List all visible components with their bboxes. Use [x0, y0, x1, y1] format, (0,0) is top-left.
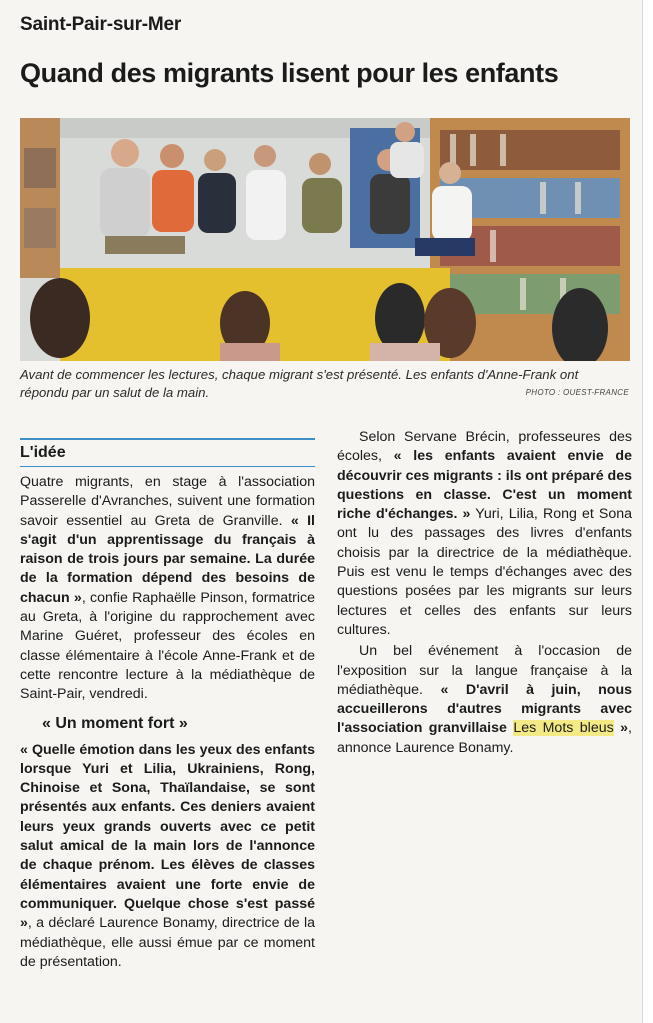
- paragraph-emotion: [20, 741, 315, 973]
- paragraph-professeure: [337, 428, 632, 640]
- paragraph-emotion-text: , a déclaré Laurence Bonamy, directrice de la médiathèque, elle aussi émue par ce moment de présentation.: [20, 915, 315, 970]
- article-photo: [20, 118, 630, 361]
- article-column-right: [337, 428, 632, 760]
- quote-directrice: « Quelle émotion dans les yeux des enfants lorsque Yuri et Lilia, Ukrainiens, Rong, Chinoise et Sona, Thaïlandaise, se sont présentés aux enfants. Ces deniers avaient leurs yeux grands ouverts avec ce petit salut amical de la main lors de l'annonce de chaque prénom. Les élèves de classes élémentaires avaient une forte envie de communiquer. Quelque chose s'est passé »: [20, 741, 315, 932]
- paragraph-intro: [20, 473, 315, 705]
- paragraph-evenement-text: Un bel événement à l'occasion de l'exposition sur la langue française à la médiathèque.: [337, 643, 632, 698]
- location-label: Saint-Pair-sur-Mer: [20, 14, 182, 35]
- subheading: « Un moment fort »: [42, 714, 188, 732]
- quote-formatrice: « Il s'agit d'un apprentissage du français à raison de trois jours par semaine. La durée de la formation dépend des besoins de chacun »: [20, 512, 315, 606]
- paragraph-intro-text: Quatre migrants, en stage à l'association Passerelle d'Avranches, suivent une formation savoir essentiel au Greta de Granville.: [20, 474, 315, 529]
- photo-credit: PHOTO : OUEST-FRANCE: [525, 388, 629, 397]
- quote-professeure: « les enfants avaient envie de découvrir ces migrants : ils ont préparé des questions en classe. C'est un moment riche d'échanges. »: [337, 448, 632, 523]
- headline: Quand des migrants lisent pour les enfants: [20, 58, 559, 88]
- quote-close: »: [613, 720, 629, 737]
- section-rule: [20, 466, 315, 467]
- paragraph-intro-text-2: , confie Raphaëlle Pinson, formatrice au Greta, à l'origine du rapprochement avec Marine Guéret, professeur des écoles en classe élémentaire à l'école Anne-Frank et de cette rencontre lecture à la médiathèque de Saint-Pair, vendredi.: [20, 589, 315, 703]
- photo-caption: Avant de commencer les lectures, chaque migrant s'est présenté. Les enfants d'Anne-Frank ont répondu par un salut de la main.: [20, 367, 579, 400]
- section-label: L'idée: [20, 438, 315, 462]
- paragraph-professeure-text: Selon Servane Brécin, professeures des écoles,: [337, 429, 632, 465]
- paragraph-evenement-text-2: , annonce Laurence Bonamy.: [337, 720, 632, 756]
- highlighted-association-name: Les Mots bleus: [513, 720, 614, 737]
- paragraph-professeure-text-2: Yuri, Lilia, Rong et Sona ont lu des passages des livres d'enfants choisis par la directrice de la médiathèque. Puis est venu le temps d'échanges avec des questions posées par les migrants sur leurs lectures et celles des enfants sur leurs cultures.: [337, 506, 633, 638]
- library-reading-photo: [20, 118, 630, 361]
- paragraph-evenement: [337, 642, 632, 758]
- quote-announcement: « D'avril à juin, nous accueillerons d'autres migrants avec l'association granvillaise: [337, 681, 633, 737]
- article-column-left: [20, 438, 315, 974]
- page-edge: [642, 0, 653, 1023]
